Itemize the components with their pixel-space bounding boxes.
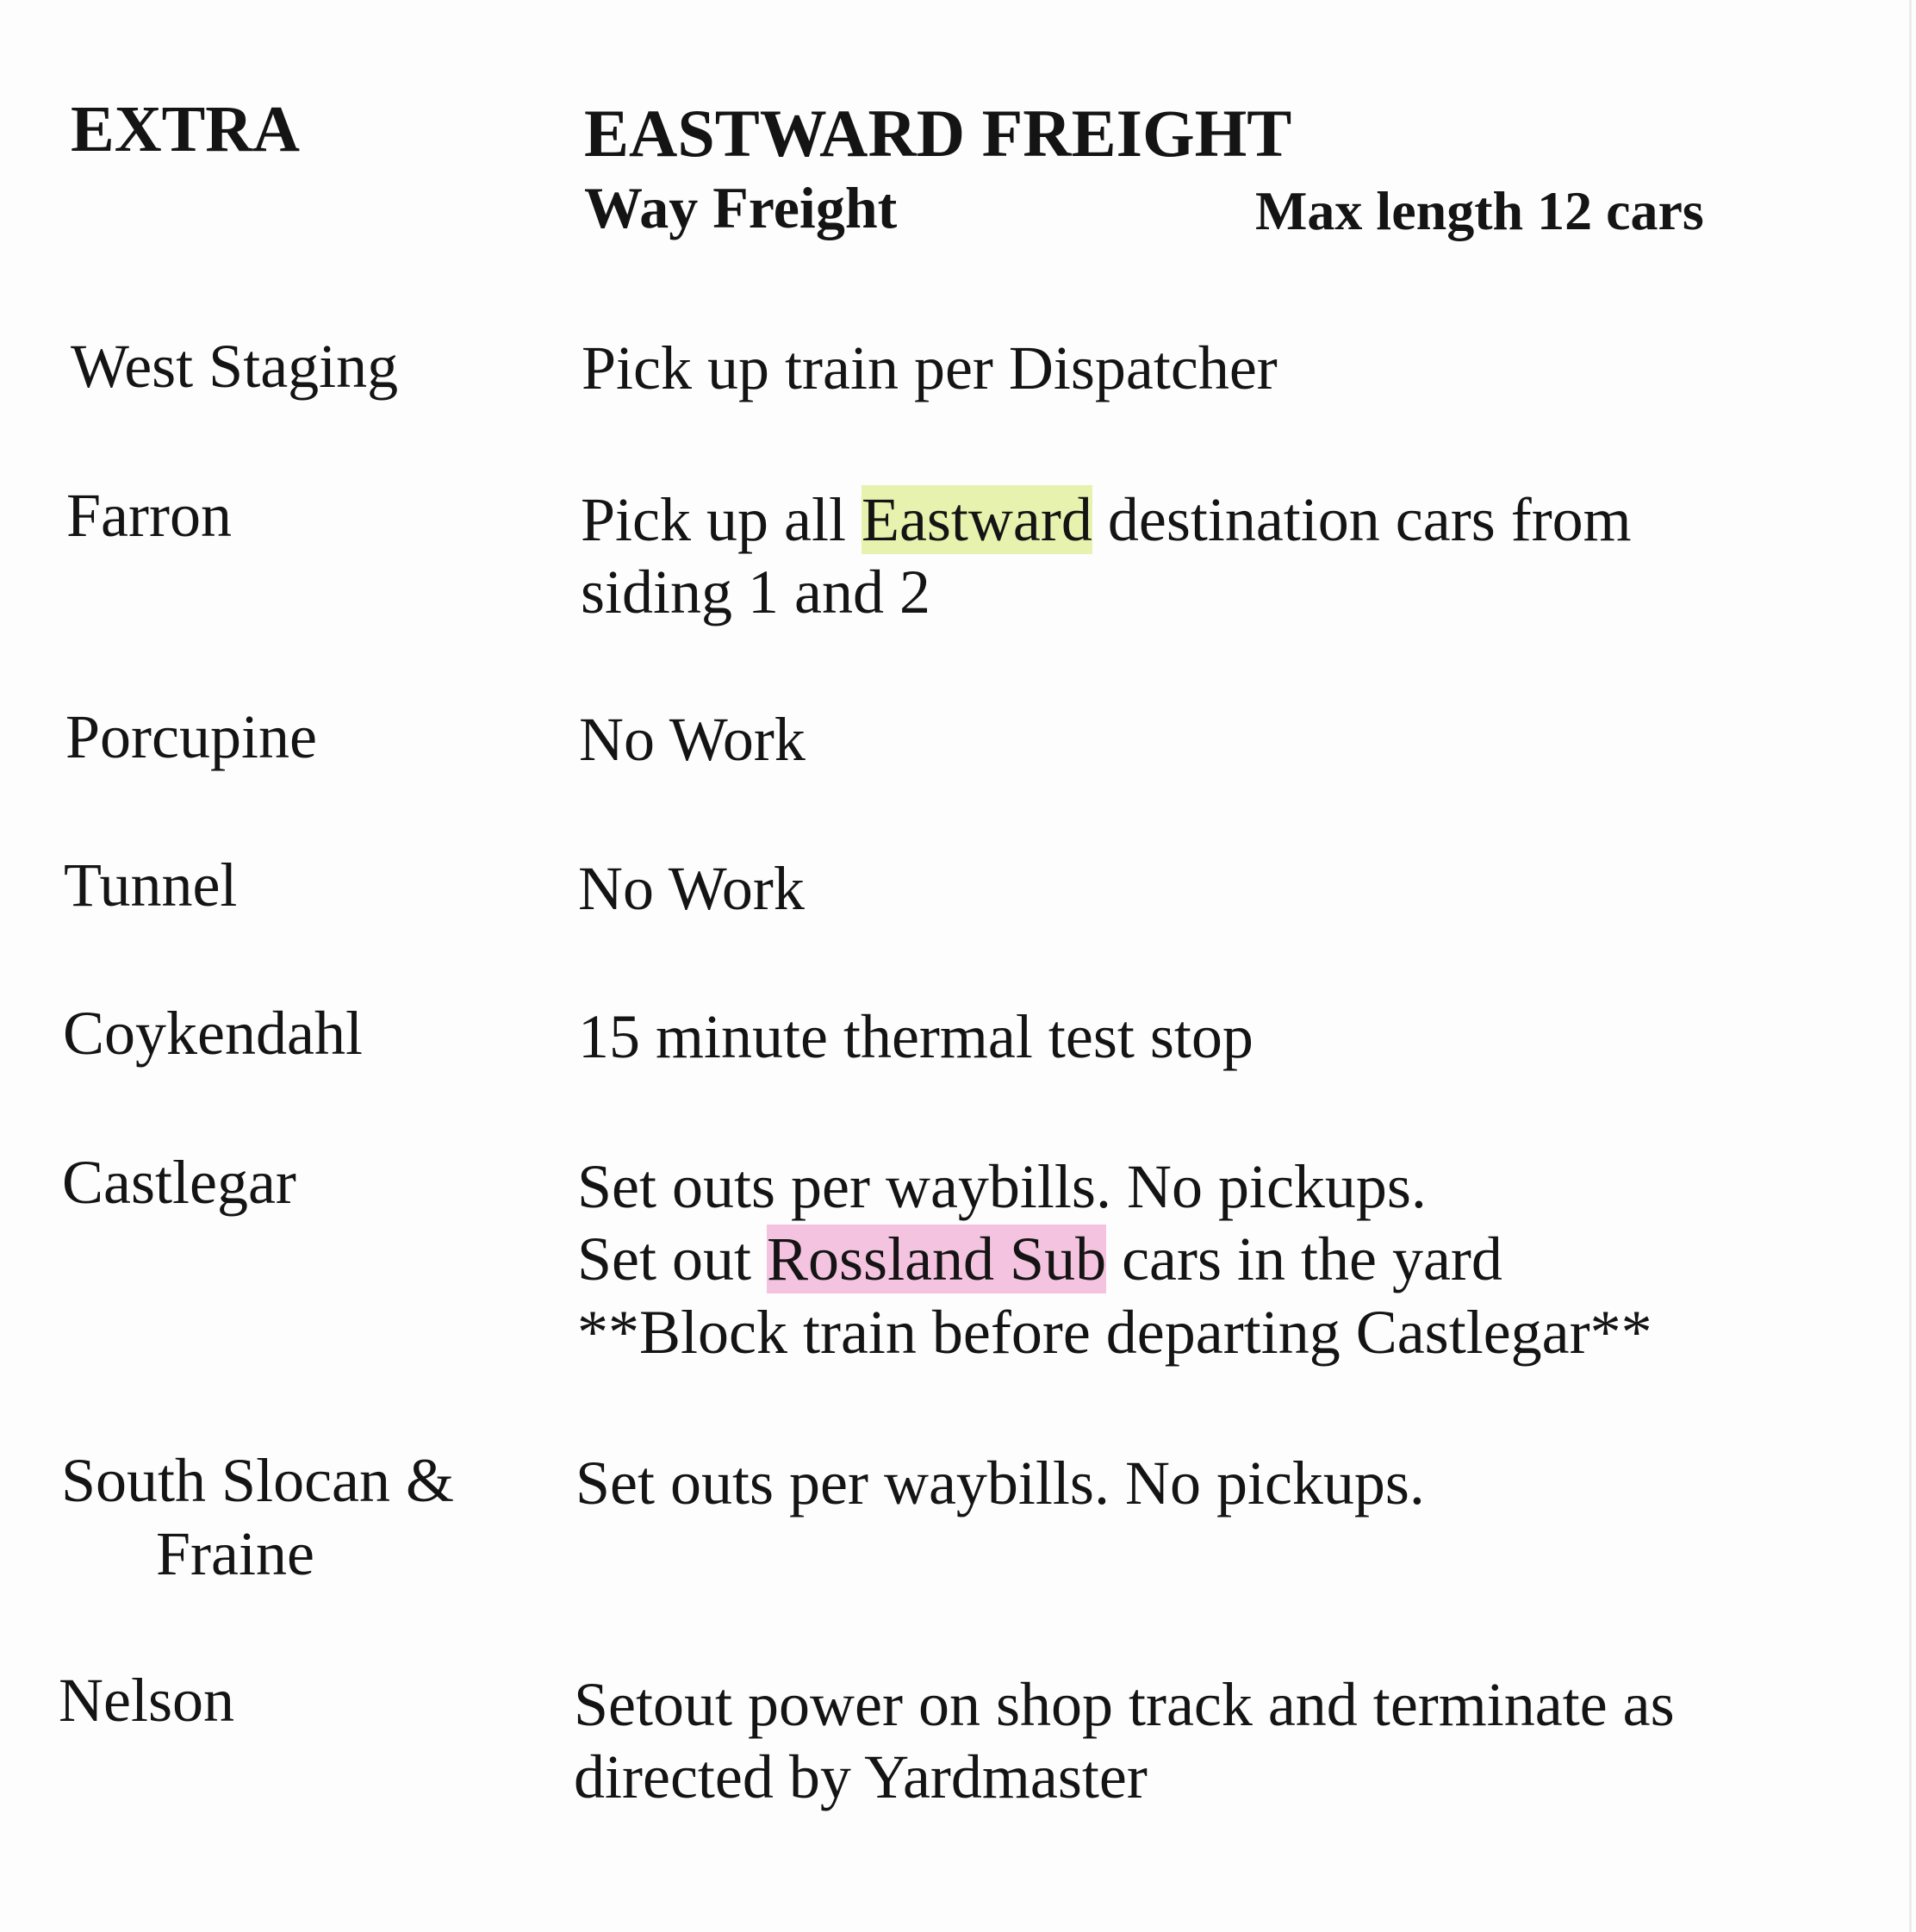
station-name: Castlegar [62,1148,296,1217]
station-name: Tunnel [64,851,238,919]
station-name: Coykendahl [63,999,363,1068]
train-title: EASTWARD FREIGHT [584,96,1292,171]
station-instruction-line: directed by Yardmaster [574,1742,1148,1811]
station-instruction: 15 minute thermal test stop [578,1002,1253,1071]
station-name: South Slocan & [61,1446,455,1515]
station-instruction: Set outs per waybills. No pickups. [575,1449,1425,1518]
train-type: Way Freight [584,175,898,240]
station-name-continued: Fraine [156,1519,314,1588]
station-name: Porcupine [65,702,317,771]
paper-edge [1909,0,1912,1932]
instruction-text: destination cars from [1092,485,1632,554]
instruction-text: Pick up all [581,485,862,554]
station-instruction-line: siding 1 and 2 [581,558,930,626]
instruction-text: cars in the yard [1106,1225,1502,1293]
station-instruction [581,483,1632,557]
station-instruction: No Work [579,705,806,774]
max-length: Max length 12 cars [1255,180,1704,241]
station-instruction-line: **Block train before departing Castlegar** [577,1298,1652,1367]
station-name: Farron [66,481,232,550]
station-instruction: No Work [578,854,805,923]
extra-label: EXTRA [71,93,301,165]
highlighted-text: Rossland Sub [767,1225,1107,1293]
station-name: West Staging [71,332,399,401]
station-instruction-line: Setout power on shop track and terminate as [574,1670,1675,1739]
station-instruction-line [577,1222,1502,1296]
station-instruction: Pick up train per Dispatcher [582,333,1278,402]
station-name: Nelson [59,1666,234,1735]
highlighted-text: Eastward [861,485,1092,554]
station-instruction-line: Set outs per waybills. No pickups. [577,1152,1427,1221]
instruction-text: Set out [577,1225,768,1293]
